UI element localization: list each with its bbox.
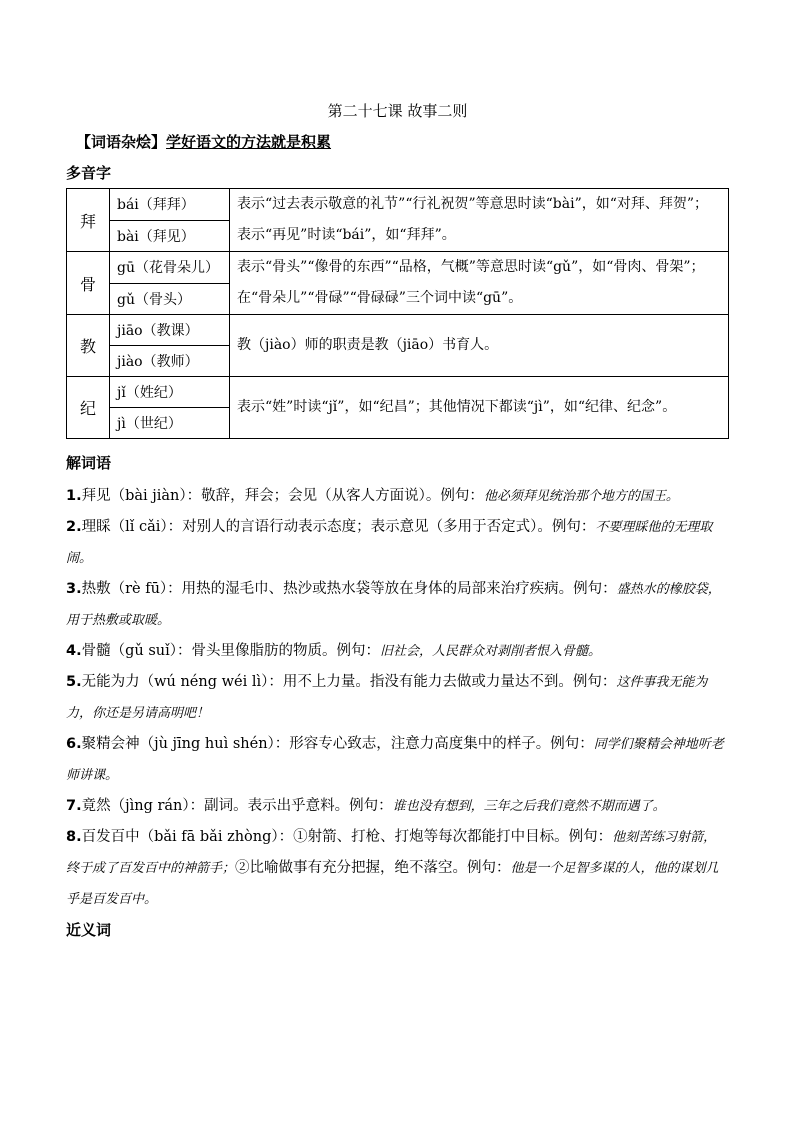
entry-example: 同学们聚精会神地听老师讲课。 <box>66 737 724 783</box>
section-motto: 学好语文的方法就是积累 <box>166 133 332 151</box>
polyphone-reading: bài（拜见） <box>110 220 230 252</box>
polyphone-reading: gǔ（骨头） <box>110 283 230 315</box>
table-row <box>67 377 729 408</box>
polyphone-char: 骨 <box>67 252 110 315</box>
synonyms-label: 近义词 <box>66 921 112 939</box>
vocab-label: 解词语 <box>66 454 112 472</box>
polyphone-char: 拜 <box>67 189 110 252</box>
vocab-list <box>66 481 729 946</box>
entry-number: 8. <box>66 829 82 845</box>
entry-example: 他刻苦练习射箭，终于成了百发百中的神箭手； <box>66 830 717 876</box>
list-item <box>66 667 729 729</box>
table-row <box>67 252 729 284</box>
polyphone-explanation: 表示“姓”时读“jǐ”，如“纪昌”；其他情况下都读“jì”，如“纪律、纪念”。 <box>230 377 729 439</box>
entry-example: 他必须拜见统治那个地方的国王。 <box>483 489 679 504</box>
polyphone-reading: jì（世纪） <box>110 408 230 439</box>
entry-definition: ②比喻做事有充分把握，绝不落空。例句： <box>235 860 511 876</box>
polyphone-explanation: 表示“过去表示敬意的礼节”“行礼祝贺”等意思时读“bài”，如“对拜、拜贺”；表示“再见”时读“bái”，如“拜拜”。 <box>230 189 729 252</box>
entry-example: 他是一个足智多谋的人，他的谋划几乎是百发百中。 <box>66 861 719 907</box>
entry-definition: 百发百中（bǎi fā bǎi zhòng）：①射箭、打枪、打炮等每次都能打中目标。例句： <box>81 829 613 845</box>
lesson-title: 第二十七课 故事二则 <box>327 102 468 120</box>
polyphones-table <box>66 188 729 439</box>
polyphone-reading: jǐ（姓纪） <box>110 377 230 408</box>
entry-example: 旧社会，人民群众对剥削者恨入骨髓。 <box>380 644 602 659</box>
list-item <box>66 574 729 636</box>
entry-definition: 理睬（lǐ cǎi）：对别人的言语行动表示态度；表示意见（多用于否定式）。例句： <box>81 519 596 535</box>
polyphone-char: 纪 <box>67 377 110 439</box>
entry-number: 2. <box>66 519 82 535</box>
entry-example: 不要理睬他的无理取闹。 <box>66 520 713 566</box>
entry-definition: 拜见（bài jiàn）：敬辞，拜会；会见（从客人方面说）。例句： <box>81 488 484 504</box>
entry-definition: 热敷（rè fū）：用热的湿毛巾、热沙或热水袋等放在身体的局部来治疗疾病。例句： <box>81 581 617 597</box>
polyphone-char: 教 <box>67 315 110 377</box>
entry-number: 6. <box>66 736 82 752</box>
table-row <box>67 315 729 346</box>
polyphone-explanation: 教（jiào）师的职责是教（jiāo）书育人。 <box>230 315 729 377</box>
polyphone-explanation: 表示“骨头”“像骨的东西”“品格，气概”等意思时读“gǔ”，如“骨肉、骨架”；在“骨朵儿”“骨碌”“骨碌碌”三个词中读“gū”。 <box>230 252 729 315</box>
entry-number: 7. <box>66 798 82 814</box>
list-item <box>66 791 729 822</box>
entry-number: 1. <box>66 488 82 504</box>
entry-definition: 聚精会神（jù jīng huì shén）：形容专心致志，注意力高度集中的样子。例句： <box>81 736 594 752</box>
section-heading <box>76 131 331 152</box>
list-item <box>66 729 729 791</box>
polyphones-label: 多音字 <box>66 164 112 182</box>
entry-definition: 竟然（jìng rán）：副词。表示出乎意料。例句： <box>81 798 393 814</box>
entry-definition: 无能为力（wú néng wéi lì）：用不上力量。指没有能力去做或力量达不到。例句： <box>81 674 617 690</box>
entry-definition: 骨髓（gǔ suǐ）：骨头里像脂肪的物质。例句： <box>81 643 381 659</box>
entry-example: 盛热水的橡胶袋，用于热敷或取暖。 <box>66 582 721 628</box>
polyphone-reading: gū（花骨朵儿） <box>110 252 230 284</box>
polyphone-reading: jiào（教师） <box>110 346 230 377</box>
list-item <box>66 481 729 512</box>
table-row <box>67 189 729 221</box>
entry-number: 4. <box>66 643 82 659</box>
list-item <box>66 636 729 667</box>
entry-example: 这件事我无能为力，你还是另请高明吧！ <box>66 675 708 721</box>
entry-example: 谁也没有想到，三年之后我们竟然不期而遇了。 <box>392 799 666 814</box>
list-item <box>66 822 729 915</box>
entry-number: 5. <box>66 674 82 690</box>
polyphone-reading: bái（拜拜） <box>110 189 230 221</box>
entry-number: 3. <box>66 581 82 597</box>
list-item <box>66 512 729 574</box>
polyphone-reading: jiāo（教课） <box>110 315 230 346</box>
section-bracket-label: 【词语杂烩】 <box>76 133 167 151</box>
